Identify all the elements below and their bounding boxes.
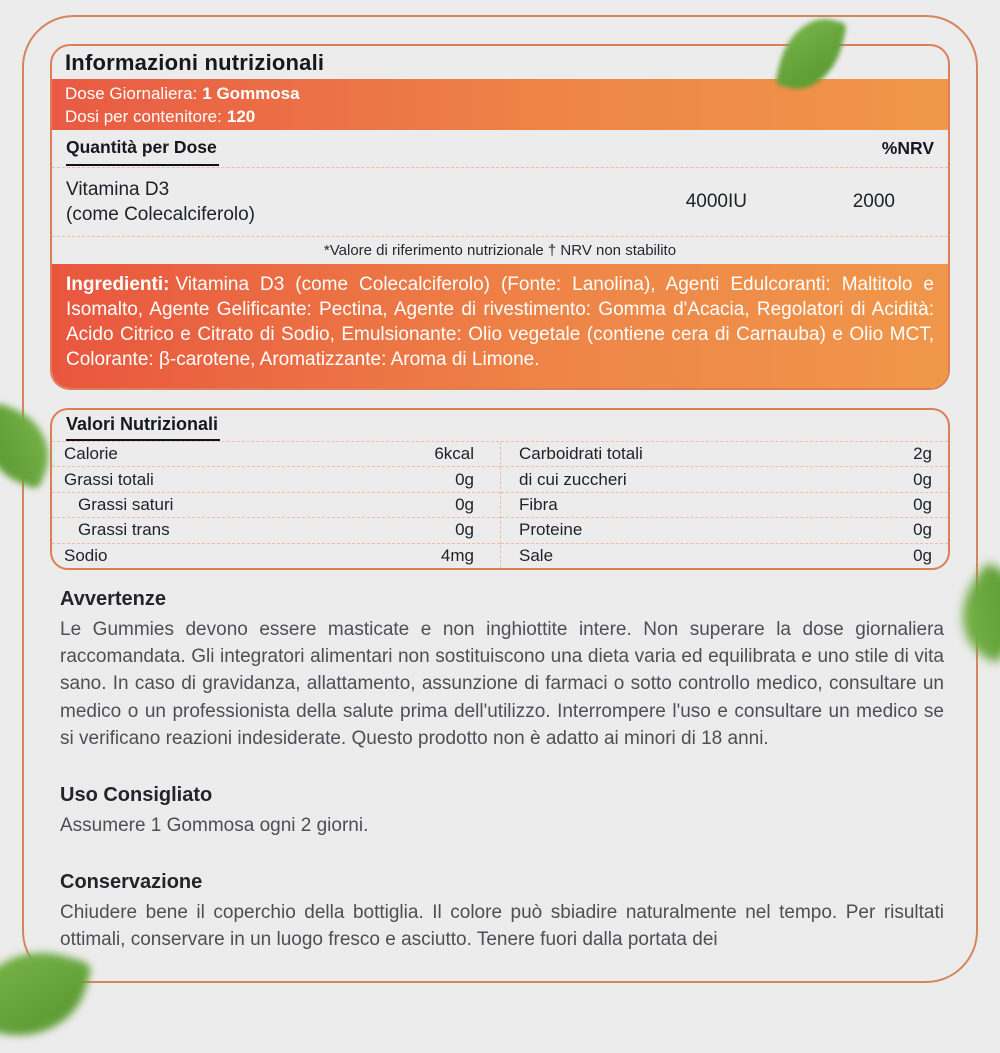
table-row (501, 493, 948, 518)
nutrition-values-card (50, 408, 950, 570)
table-row (501, 467, 948, 492)
storage-body: Chiudere bene il coperchio della bottiglia. Il colore può sbiadire naturalmente nel tempo. Per risultati ottimali, conservare in un luogo fresco e asciutto. Tenere fuori dalla portata dei (60, 902, 944, 951)
nutrition-facts-title: Informazioni nutrizionali (65, 49, 325, 75)
nrv-footnote: *Valore di riferimento nutrizionale † NRV non stabilito (323, 242, 677, 259)
servings-line (65, 105, 935, 128)
row-value: 0g (913, 545, 932, 565)
nutrient-nrv: 2000 (852, 191, 895, 212)
nrv-header: %NRV (881, 138, 934, 158)
row-label: Grassi totali (64, 469, 154, 489)
storage-section (60, 869, 944, 953)
row-label: Grassi trans (78, 520, 170, 540)
ingredients-label: Ingredienti: (66, 274, 170, 295)
row-value: 0g (913, 495, 932, 515)
table-row (52, 544, 500, 568)
servings-value: 120 (226, 107, 256, 126)
values-right-column (500, 442, 948, 568)
amount-header-row (52, 130, 948, 168)
warnings-body: Le Gummies devono essere masticate e non inghiottite intere. Non superare la dose giornaliera raccomandata. Gli integratori alimentari non sostituiscono una dieta varia ed equilibrata e uno stile di vita sano. In caso di gravidanza, allattamento, assunzione di farmaci o sotto controllo medico, consultare un medico o un professionista della salute prima dell'utilizzo. Interrompere l'uso e consultare un medico se si verificano reazioni indesiderate. Questo prodotto non è adatto ai minori di 18 anni. (60, 619, 944, 749)
row-value: 0g (455, 495, 474, 515)
row-value: 0g (913, 520, 932, 540)
amount-per-dose-header: Quantità per Dose (66, 132, 219, 166)
row-label: Sale (519, 545, 554, 565)
vitamin-d3-row (52, 168, 948, 237)
table-row (501, 518, 948, 543)
values-left-column (52, 442, 500, 568)
values-title-row (52, 410, 948, 442)
table-row (52, 467, 500, 492)
row-value: 2g (913, 444, 932, 464)
nutrient-name-line2: (come Colecalciferolo) (66, 204, 256, 225)
nutrition-facts-card (50, 44, 950, 390)
row-value: 6kcal (434, 444, 474, 464)
info-sections (60, 586, 944, 954)
recommended-use-heading: Uso Consigliato (60, 784, 213, 807)
row-value: 4mg (440, 545, 474, 565)
dose-bar (52, 79, 948, 130)
daily-dose-value: 1 Gommosa (202, 84, 300, 103)
nutrient-name-line1: Vitamina D3 (66, 179, 170, 200)
row-label: Proteine (519, 520, 583, 540)
row-value: 0g (455, 520, 474, 540)
row-label: Grassi saturi (78, 495, 174, 515)
row-label: di cui zuccheri (519, 469, 627, 489)
nutrient-name (66, 177, 597, 227)
values-table (52, 442, 948, 568)
row-value: 0g (913, 469, 932, 489)
warnings-section (60, 586, 944, 752)
nutrient-amount: 4000IU (685, 191, 747, 212)
row-value: 0g (455, 469, 474, 489)
row-label: Carboidrati totali (519, 444, 643, 464)
recommended-use-section (60, 782, 944, 839)
row-label: Sodio (64, 545, 108, 565)
recommended-use-body: Assumere 1 Gommosa ogni 2 giorni. (60, 815, 369, 837)
table-row (52, 442, 500, 467)
ingredients-block (52, 264, 948, 388)
table-row (501, 442, 948, 467)
servings-label: Dosi per contenitore: (65, 107, 222, 126)
table-row (52, 518, 500, 543)
values-title: Valori Nutrizionali (66, 410, 220, 441)
warnings-heading: Avvertenze (60, 588, 166, 610)
table-row (501, 544, 948, 568)
row-label: Calorie (64, 444, 118, 464)
table-row (52, 493, 500, 518)
row-label: Fibra (519, 495, 558, 515)
storage-heading: Conservazione (60, 871, 203, 894)
daily-dose-label: Dose Giornaliera: (65, 84, 198, 103)
ingredients-text: Vitamina D3 (come Colecalciferolo) (Fonte: Lanolina), Agenti Edulcoranti: Maltitolo e Isomalto, Agente Gelificante: Pectina, Agente di rivestimento: Gomma d'Acacia, Regolatori di Acidità: Acido Citrico e Citrato di Sodio, Emulsionante: Olio vegetale (contiene cera di Carnauba) e Olio MCT, Colorante: β-carotene, Aromatizzante: Aroma di Limone. (66, 274, 934, 370)
